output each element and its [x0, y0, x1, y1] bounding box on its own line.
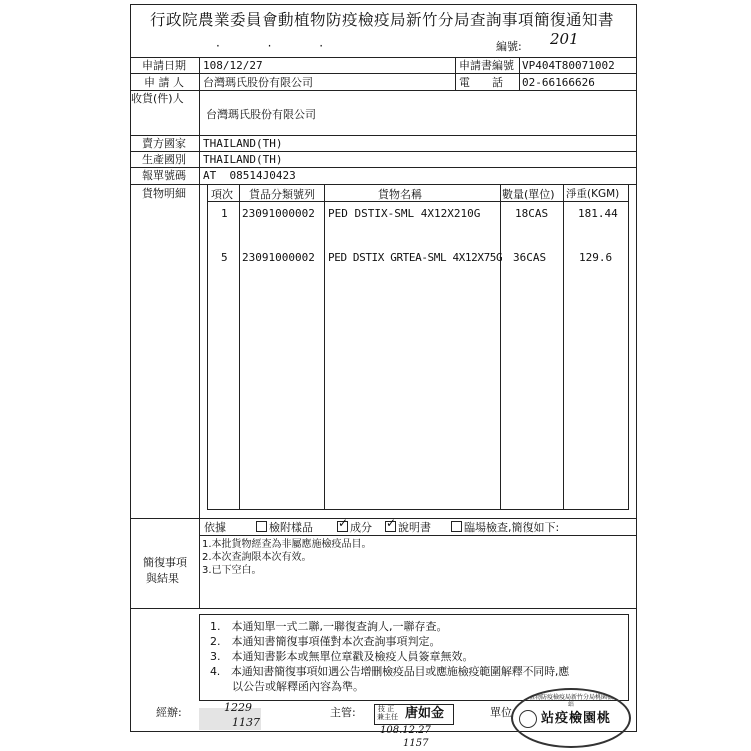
goods-col	[207, 184, 208, 510]
basis-rule	[199, 535, 637, 536]
app-no-label: 申請書編號	[459, 59, 514, 72]
row-item: 1	[221, 207, 228, 220]
note-line: 4. 本通知書簡復事項如遇公告增刪檢疫品目或應施檢疫範圍解釋不同時,應	[210, 665, 569, 678]
goods-top-rule	[207, 184, 629, 185]
row-code: 23091000002	[242, 207, 315, 220]
option-ingredient[interactable]	[337, 521, 372, 534]
row-qty: 36CAS	[513, 251, 547, 264]
row-weight: 129.6	[579, 251, 613, 264]
seal-text: 動植物防疫檢疫局新竹分局桃園檢疫站	[522, 694, 619, 708]
rule	[130, 167, 637, 168]
goods-header-rule	[207, 201, 629, 202]
rule	[130, 151, 637, 152]
note-line: 以公告或解釋函內容為準。	[210, 680, 364, 693]
result-line: 2.本次查詢限本次有效。	[202, 552, 312, 563]
col-item: 項次	[211, 188, 233, 201]
note-line: 2. 本通知書簡復事項僅對本次查詢事項判定。	[210, 635, 441, 648]
goods-section-label: 貨物明細	[142, 187, 186, 200]
row-weight: 181.44	[578, 207, 618, 220]
label-divider	[199, 57, 200, 184]
seal-center: 站疫檢園桃	[541, 711, 612, 726]
supervisor-stamp	[374, 704, 454, 725]
option-manual-label: 說明書	[398, 521, 431, 534]
row-name: PED DSTIX GRTEA-SML 4X12X75G	[328, 251, 503, 264]
notes-inner-top	[199, 614, 629, 615]
supervisor-label: 主管:	[330, 706, 356, 719]
frame-right	[636, 4, 637, 732]
consignee-label: 收貨(件)人	[131, 92, 184, 105]
declaration-label: 報單號碼	[142, 169, 186, 182]
phone-label: 電 話	[459, 76, 503, 89]
goods-col	[628, 184, 629, 510]
seal-emblem	[519, 710, 537, 728]
option-sample-label: 檢附樣品	[269, 521, 313, 534]
origin-label: 生產國別	[142, 153, 186, 166]
apply-date-label: 申請日期	[142, 59, 186, 72]
notes-inner-right	[628, 614, 629, 701]
notes-top-rule	[130, 608, 637, 609]
reply-divider	[199, 518, 200, 608]
stamp-name: 唐如金	[405, 706, 445, 721]
handler-note: 1229	[224, 701, 252, 714]
option-sample[interactable]	[256, 521, 313, 534]
option-sample-checkbox[interactable]	[256, 521, 267, 532]
phone-value: 02-66166626	[522, 76, 595, 89]
result-line: 3.已下空白。	[202, 565, 262, 576]
goods-col	[500, 184, 501, 510]
option-manual[interactable]	[385, 521, 431, 534]
serial-value: 201	[550, 30, 579, 48]
serial-label: 編號:	[496, 40, 522, 53]
basis-label: 依據	[204, 521, 226, 534]
note-line: 1. 本通知單一式二聯,一聯復查詢人,一聯存查。	[210, 620, 448, 633]
official-seal	[511, 688, 631, 748]
rule	[130, 135, 637, 136]
col-code: 貨品分類號列	[249, 188, 315, 201]
goods-bottom-rule	[207, 509, 629, 510]
option-inspection[interactable]	[451, 521, 559, 534]
declaration-value: AT 08514J0423	[203, 169, 296, 182]
reply-section-label-2: 與結果	[146, 572, 179, 585]
supervisor-note: 108.12.27	[380, 725, 431, 736]
option-inspection-checkbox[interactable]	[451, 521, 462, 532]
frame-left	[130, 4, 131, 732]
mid-divider	[455, 57, 456, 90]
applicant-label: 申 請 人	[144, 76, 184, 89]
note-line: 3. 本通知書影本或無單位章戳及檢疫人員簽章無效。	[210, 650, 474, 663]
rule	[130, 73, 637, 74]
unit-label: 單位	[490, 706, 512, 719]
origin-value: THAILAND(TH)	[203, 153, 283, 166]
goods-col	[239, 184, 240, 510]
consignee-value: 台灣瑪氏股份有限公司	[206, 108, 316, 121]
stamp-title: 技 正	[378, 705, 395, 713]
rule	[130, 90, 637, 91]
result-line: 1.本批貨物經查為非屬應施檢疫品目。	[202, 539, 372, 550]
page-title: 行政院農業委員會動植物防疫檢疫局新竹分局查詢事項簡復通知書	[150, 11, 615, 29]
seller-label: 賣方國家	[142, 137, 186, 150]
reply-top-rule	[130, 518, 637, 519]
stamp-title: 兼主任	[377, 713, 398, 721]
goods-col	[563, 184, 564, 510]
apply-date-value: 108/12/27	[203, 59, 263, 72]
app-no-value: VP404T80071002	[522, 59, 615, 72]
col-weight: 淨重(KGM)	[566, 188, 620, 200]
row-qty: 18CAS	[515, 207, 549, 220]
supervisor-note: 1157	[403, 738, 429, 749]
row-item: 5	[221, 251, 228, 264]
handler-label: 經辦:	[156, 706, 182, 719]
goods-col	[324, 184, 325, 510]
option-inspection-label: 臨場檢查,簡復如下:	[464, 521, 560, 534]
row-name: PED DSTIX-SML 4X12X210G	[328, 207, 481, 220]
col-qty: 數量(單位)	[502, 188, 555, 201]
col-name: 貨物名稱	[378, 188, 422, 201]
handler-note: 1137	[232, 716, 260, 729]
notes-inner-left	[199, 614, 200, 701]
seller-value: THAILAND(TH)	[203, 137, 283, 150]
frame-top	[130, 4, 637, 5]
row-code: 23091000002	[242, 251, 315, 264]
option-manual-checkbox[interactable]	[385, 521, 396, 532]
rule	[130, 57, 637, 58]
mid-divider-2	[519, 57, 520, 90]
goods-divider-left	[199, 184, 200, 518]
dots-mark: · · ·	[216, 39, 346, 53]
reply-section-label-1: 簡復事項	[143, 556, 187, 569]
option-ingredient-checkbox[interactable]	[337, 521, 348, 532]
applicant-value: 台灣瑪氏股份有限公司	[203, 76, 313, 89]
option-ingredient-label: 成分	[350, 521, 372, 534]
